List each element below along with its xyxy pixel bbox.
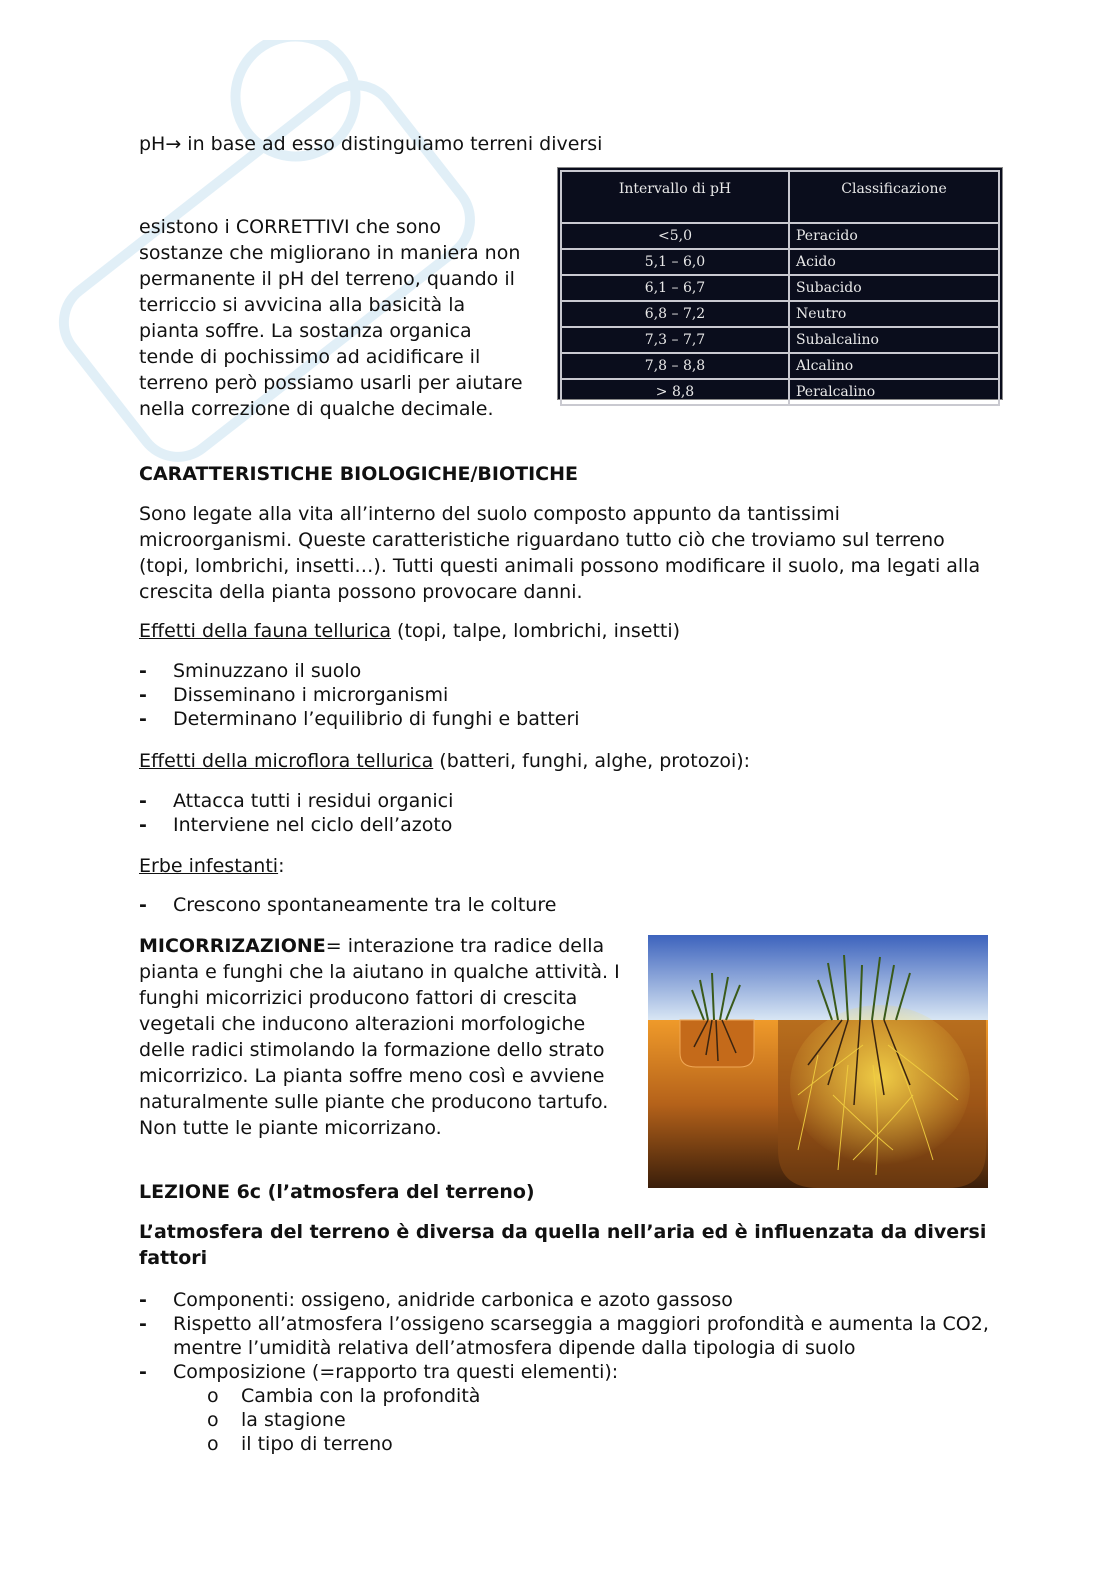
- table-cell: 6,8 – 7,2: [561, 301, 789, 327]
- list-item: - Rispetto all’atmosfera l’ossigeno scarseggia a maggiori profondità e aumenta la CO2, mentre l’umidità relativa dell’atmosfera dipende dalla tipologia di suolo: [139, 1313, 989, 1359]
- list-item: - Crescono spontaneamente tra le colture: [139, 894, 557, 916]
- table-cell: 7,8 – 8,8: [561, 353, 789, 379]
- table-row: [561, 301, 999, 327]
- table-row: [561, 223, 999, 249]
- fauna-rest: (topi, talpe, lombrichi, insetti): [391, 620, 681, 642]
- lezione-heading: LEZIONE 6c (l’atmosfera del terreno): [139, 1181, 535, 1203]
- bio-heading: CARATTERISTICHE BIOLOGICHE/BIOTICHE: [139, 463, 578, 485]
- table-cell: Peralcalino: [789, 379, 999, 405]
- fauna-title: Effetti della fauna tellurica: [139, 620, 392, 642]
- atmosfera-list: [139, 1288, 1009, 1384]
- table-row: [561, 249, 999, 275]
- table-cell: > 8,8: [561, 379, 789, 405]
- list-item: - Determinano l’equilibrio di funghi e batteri: [139, 708, 580, 730]
- correttivi-paragraph: esistono i CORRETTIVI che sono sostanze che migliorano in maniera non permanente il pH del terreno, quando il terriccio si avvicina alla basicità la pianta soffre. La sostanza organica tende di pochissimo ad acidificare il terreno però possiamo usarli per aiutare nella correzione di qualche decimale.: [139, 216, 523, 420]
- erbe-title: Erbe infestanti: [139, 855, 279, 877]
- list-item: - Sminuzzano il suolo: [139, 660, 362, 682]
- table-cell: 6,1 – 6,7: [561, 275, 789, 301]
- list-item: - Disseminano i microrganismi: [139, 684, 449, 706]
- erbe-rest: :: [278, 855, 285, 877]
- table-header-intervallo: Intervallo di pH: [561, 171, 789, 223]
- list-item: o Cambia con la profondità: [207, 1385, 481, 1407]
- table-cell: <5,0: [561, 223, 789, 249]
- ph-intro-line: pH→ in base ad esso distinguiamo terreni diversi: [139, 133, 603, 155]
- microflora-rest: (batteri, funghi, alghe, protozoi):: [433, 750, 751, 772]
- microflora-list: [139, 789, 453, 837]
- table-cell: Peracido: [789, 223, 999, 249]
- table-cell: Neutro: [789, 301, 999, 327]
- bio-paragraph: Sono legate alla vita all’interno del suolo composto appunto da tantissimi microorganismi. Queste caratteristiche riguardano tutto ciò che troviamo sul terreno (topi, lombrichi, insetti…). Tutti questi animali possono modificare il suolo, ma legati alla crescita della pianta possono provocare danni.: [139, 503, 981, 603]
- micorrizazione-paragraph: [139, 933, 631, 1141]
- table-cell: 5,1 – 6,0: [561, 249, 789, 275]
- microflora-title: Effetti della microflora tellurica: [139, 750, 434, 772]
- fauna-heading: [139, 618, 680, 644]
- fauna-list: [139, 659, 580, 731]
- table-cell: Subalcalino: [789, 327, 999, 353]
- composizione-sublist: [139, 1384, 480, 1456]
- micorrizazione-term: MICORRIZAZIONE: [139, 935, 326, 957]
- table-cell: Subacido: [789, 275, 999, 301]
- list-item: - Composizione (=rapporto tra questi elementi):: [139, 1361, 619, 1383]
- list-item: o il tipo di terreno: [207, 1433, 393, 1455]
- erbe-list: [139, 893, 556, 917]
- table-cell: Acido: [789, 249, 999, 275]
- table-cell: 7,3 – 7,7: [561, 327, 789, 353]
- atmosfera-heading: L’atmosfera del terreno è diversa da quella nell’aria ed è influenzata da diversi fattori: [139, 1221, 987, 1269]
- list-item: - Attacca tutti i residui organici: [139, 790, 454, 812]
- microflora-heading: [139, 748, 750, 774]
- mycorrhiza-roots-illustration: [648, 935, 988, 1188]
- erbe-heading: [139, 853, 284, 879]
- micorrizazione-text: = interazione tra radice della pianta e funghi che la aiutano in qualche attività. I funghi micorrizici producono fattori di crescita vegetali che inducono alterazioni morfologiche delle radici stimolando la formazione dello strato micorrizico. La pianta soffre meno così e avviene naturalmente sulle piante che producono tartufo. Non tutte le piante micorrizano.: [139, 935, 620, 1139]
- ph-classification-table: [557, 167, 1003, 400]
- table-row: [561, 353, 999, 379]
- table-row: [561, 327, 999, 353]
- list-item: o la stagione: [207, 1409, 346, 1431]
- list-item: - Componenti: ossigeno, anidride carbonica e azoto gassoso: [139, 1289, 733, 1311]
- table-row: [561, 379, 999, 405]
- table-cell: Alcalino: [789, 353, 999, 379]
- table-row: [561, 275, 999, 301]
- list-item: - Interviene nel ciclo dell’azoto: [139, 814, 453, 836]
- table-header-classificazione: Classificazione: [789, 171, 999, 223]
